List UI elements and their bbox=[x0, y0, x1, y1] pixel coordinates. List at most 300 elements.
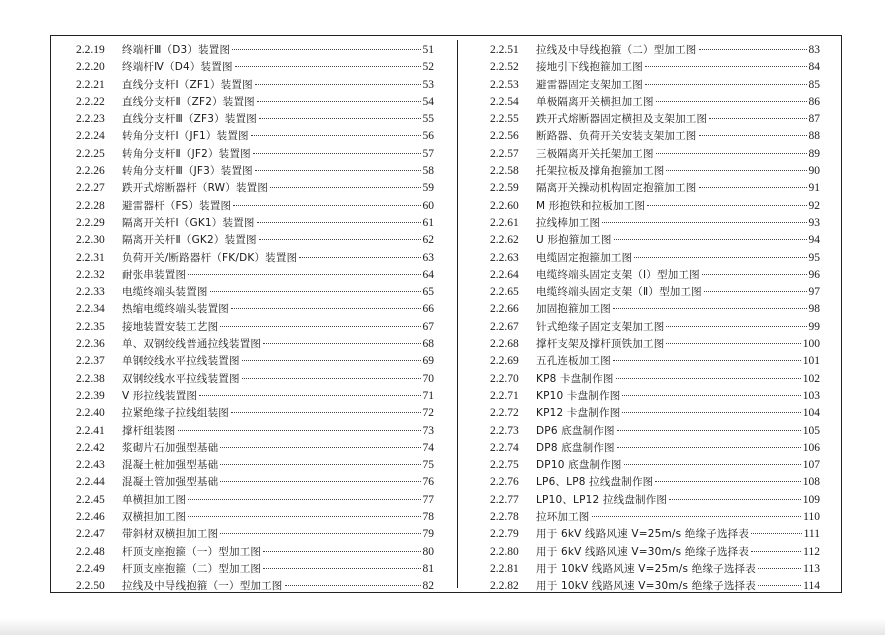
dot-leader bbox=[231, 412, 421, 413]
toc-entry-page-number: 65 bbox=[422, 286, 434, 299]
toc-entry-title: 隔离开关操动机构固定抱箍加工图 bbox=[536, 182, 697, 195]
dot-leader bbox=[263, 343, 420, 344]
toc-entry-number: 2.2.70 bbox=[490, 372, 519, 385]
toc-entry-title: 隔离开关杆Ⅰ（GK1）装置图 bbox=[122, 216, 255, 229]
toc-entry-number: 2.2.50 bbox=[76, 580, 105, 593]
toc-entry-title: 转角分支杆Ⅲ（JF3）装置图 bbox=[122, 165, 253, 178]
toc-entry-page-number: 89 bbox=[808, 147, 820, 160]
toc-entry-title: 负荷开关/断路器杆（FK/DK）装置图 bbox=[122, 251, 298, 264]
toc-entry-title: 直线分支杆Ⅱ（ZF2）装置图 bbox=[122, 95, 255, 108]
dot-leader bbox=[257, 222, 421, 223]
dot-leader bbox=[199, 395, 420, 396]
toc-entry-number: 2.2.39 bbox=[76, 389, 105, 402]
dot-leader bbox=[220, 447, 420, 448]
toc-entry-number: 2.2.75 bbox=[490, 459, 519, 472]
toc-entry[interactable] bbox=[76, 42, 434, 59]
toc-entry-number: 2.2.74 bbox=[490, 441, 519, 454]
toc-entry-page-number: 112 bbox=[803, 545, 820, 558]
toc-entry-page-number: 66 bbox=[422, 303, 434, 316]
toc-entry-page-number: 81 bbox=[422, 562, 434, 575]
toc-entry-page-number: 98 bbox=[808, 303, 820, 316]
toc-entry-page-number: 97 bbox=[808, 286, 820, 299]
toc-entry-title: 用于 6kV 线路风速 V=30m/s 绝缘子选择表 bbox=[536, 545, 750, 558]
toc-entry-page-number: 75 bbox=[422, 459, 434, 472]
dot-leader bbox=[634, 257, 806, 258]
toc-entry-page-number: 101 bbox=[802, 355, 820, 368]
toc-entry[interactable] bbox=[490, 267, 820, 284]
dot-leader bbox=[702, 274, 807, 275]
toc-entry-number: 2.2.20 bbox=[76, 61, 105, 74]
dot-leader bbox=[231, 308, 421, 309]
toc-entry-title: 单横担加工图 bbox=[122, 493, 187, 506]
dot-leader bbox=[251, 135, 421, 136]
dot-leader bbox=[602, 222, 806, 223]
toc-entry-page-number: 100 bbox=[802, 338, 820, 351]
dot-leader bbox=[242, 360, 421, 361]
toc-entry-title: 直线分支杆Ⅲ（ZF3）装置图 bbox=[122, 113, 257, 126]
toc-entry-title: 隔离开关杆Ⅱ（GK2）装置图 bbox=[122, 234, 257, 247]
toc-entry[interactable] bbox=[76, 405, 434, 422]
toc-entry-number: 2.2.38 bbox=[76, 372, 105, 385]
toc-entry-number: 2.2.79 bbox=[490, 528, 519, 541]
toc-entry[interactable] bbox=[490, 284, 820, 301]
dot-leader bbox=[656, 153, 807, 154]
toc-entry-title: KP8 卡盘制作图 bbox=[536, 372, 614, 385]
toc-entry[interactable] bbox=[490, 163, 820, 180]
dot-leader bbox=[220, 533, 420, 534]
toc-entry-number: 2.2.81 bbox=[490, 562, 519, 575]
toc-entry-title: 耐张串装置图 bbox=[122, 268, 187, 281]
toc-entry[interactable] bbox=[76, 284, 434, 301]
toc-entry-title: 单、双钢绞线普通拉线装置图 bbox=[122, 338, 262, 351]
toc-entry-title: KP12 卡盘制作图 bbox=[536, 407, 621, 420]
toc-entry[interactable] bbox=[490, 371, 820, 388]
toc-entry-title: 加固抱箍加工图 bbox=[536, 303, 611, 316]
toc-entry[interactable] bbox=[490, 215, 820, 232]
toc-entry-title: KP10 卡盘制作图 bbox=[536, 389, 621, 402]
dot-leader bbox=[242, 378, 421, 379]
toc-entry-number: 2.2.68 bbox=[490, 338, 519, 351]
toc-entry-page-number: 85 bbox=[808, 78, 820, 91]
dot-leader bbox=[699, 135, 807, 136]
dot-leader bbox=[613, 308, 807, 309]
toc-entry[interactable] bbox=[76, 146, 434, 163]
toc-entry-number: 2.2.33 bbox=[76, 286, 105, 299]
toc-entry-title: 用于 6kV 线路风速 V=25m/s 绝缘子选择表 bbox=[536, 528, 750, 541]
toc-entry-title: 电缆终端头固定支架（Ⅰ）型加工图 bbox=[536, 268, 700, 281]
toc-entry-number: 2.2.37 bbox=[76, 355, 105, 368]
dot-leader bbox=[220, 326, 420, 327]
toc-entry[interactable] bbox=[76, 474, 434, 491]
toc-entry[interactable] bbox=[490, 301, 820, 318]
toc-entry-page-number: 80 bbox=[422, 545, 434, 558]
toc-entry-number: 2.2.42 bbox=[76, 441, 105, 454]
toc-entry-number: 2.2.80 bbox=[490, 545, 519, 558]
toc-entry[interactable] bbox=[490, 77, 820, 94]
toc-entry-page-number: 54 bbox=[422, 95, 434, 108]
toc-entry-title: 热缩电缆终端头装置图 bbox=[122, 303, 229, 316]
toc-entry-title: 拉紧绝缘子拉线组装图 bbox=[122, 407, 229, 420]
toc-entry-page-number: 84 bbox=[808, 61, 820, 74]
dot-leader bbox=[617, 430, 801, 431]
dot-leader bbox=[270, 187, 420, 188]
toc-entry[interactable] bbox=[490, 544, 820, 561]
toc-entry[interactable] bbox=[76, 232, 434, 249]
toc-entry-page-number: 114 bbox=[803, 580, 820, 593]
toc-entry-page-number: 72 bbox=[422, 407, 434, 420]
toc-entry[interactable] bbox=[76, 198, 434, 215]
toc-entry-page-number: 68 bbox=[422, 338, 434, 351]
toc-entry-page-number: 52 bbox=[422, 61, 434, 74]
toc-entry-title: 针式绝缘子固定支架加工图 bbox=[536, 320, 665, 333]
toc-entry-page-number: 70 bbox=[422, 372, 434, 385]
dot-leader bbox=[592, 516, 802, 517]
toc-entry-number: 2.2.45 bbox=[76, 493, 105, 506]
toc-entry-title: 避雷器固定支架加工图 bbox=[536, 78, 643, 91]
toc-entry-title: 双横担加工图 bbox=[122, 511, 187, 524]
toc-entry-number: 2.2.54 bbox=[490, 95, 519, 108]
toc-entry-page-number: 91 bbox=[808, 182, 820, 195]
toc-entry-number: 2.2.36 bbox=[76, 338, 105, 351]
toc-entry-page-number: 74 bbox=[422, 441, 434, 454]
toc-entry[interactable] bbox=[490, 250, 820, 267]
toc-entry-number: 2.2.60 bbox=[490, 199, 519, 212]
toc-entry-title: 电缆固定抱箍加工图 bbox=[536, 251, 633, 264]
toc-entry-title: 撑杆支架及撑杆顶铁加工图 bbox=[536, 338, 665, 351]
dot-leader bbox=[758, 568, 801, 569]
toc-entry-page-number: 107 bbox=[802, 459, 820, 472]
toc-entry-number: 2.2.27 bbox=[76, 182, 105, 195]
dot-leader bbox=[285, 585, 421, 586]
dot-leader bbox=[255, 84, 421, 85]
dot-leader bbox=[188, 274, 420, 275]
toc-entry-page-number: 55 bbox=[422, 113, 434, 126]
toc-entry-page-number: 71 bbox=[422, 389, 434, 402]
toc-entry-page-number: 77 bbox=[422, 493, 434, 506]
toc-entry-page-number: 99 bbox=[808, 320, 820, 333]
toc-entry-number: 2.2.48 bbox=[76, 545, 105, 558]
toc-entry-number: 2.2.26 bbox=[76, 165, 105, 178]
toc-entry-title: 撑杆组装图 bbox=[122, 424, 176, 437]
dot-leader bbox=[259, 239, 421, 240]
toc-entry[interactable] bbox=[76, 59, 434, 76]
toc-entry-number: 2.2.78 bbox=[490, 511, 519, 524]
dot-leader bbox=[666, 170, 806, 171]
toc-entry-title: 断路器、负荷开关安装支架加工图 bbox=[536, 130, 697, 143]
toc-entry-page-number: 64 bbox=[422, 268, 434, 281]
dot-leader bbox=[655, 481, 800, 482]
toc-entry-page-number: 93 bbox=[808, 216, 820, 229]
toc-entry-page-number: 76 bbox=[422, 476, 434, 489]
toc-entry-number: 2.2.65 bbox=[490, 286, 519, 299]
toc-entry-number: 2.2.72 bbox=[490, 407, 519, 420]
toc-entry-title: LP10、LP12 拉线盘制作图 bbox=[536, 493, 668, 506]
toc-entry-number: 2.2.53 bbox=[490, 78, 519, 91]
dot-leader bbox=[709, 118, 806, 119]
toc-entry-title: 终端杆Ⅳ（D4）装置图 bbox=[122, 61, 233, 74]
toc-entry-title: U 形抱箍加工图 bbox=[536, 234, 612, 247]
toc-entry-title: 拉线棒加工图 bbox=[536, 216, 601, 229]
toc-entry[interactable] bbox=[490, 59, 820, 76]
toc-entry-number: 2.2.59 bbox=[490, 182, 519, 195]
dot-leader bbox=[255, 170, 421, 171]
toc-entry-number: 2.2.66 bbox=[490, 303, 519, 316]
toc-entry[interactable] bbox=[76, 180, 434, 197]
dot-leader bbox=[614, 239, 807, 240]
toc-entry-title: 拉线及中导线抱箍（二）型加工图 bbox=[536, 44, 697, 56]
toc-entry-title: 单钢绞线水平拉线装置图 bbox=[122, 355, 240, 368]
toc-entry[interactable] bbox=[490, 111, 820, 128]
toc-entry[interactable] bbox=[490, 561, 820, 578]
dot-leader bbox=[263, 551, 420, 552]
toc-entry[interactable] bbox=[76, 215, 434, 232]
dot-leader bbox=[235, 66, 421, 67]
toc-entry-page-number: 59 bbox=[422, 182, 434, 195]
toc-entry[interactable] bbox=[490, 388, 820, 405]
toc-entry-title: 跌开式熔断器杆（RW）装置图 bbox=[122, 182, 269, 195]
toc-entry-page-number: 73 bbox=[422, 424, 434, 437]
toc-entry[interactable] bbox=[76, 94, 434, 111]
toc-entry[interactable] bbox=[490, 128, 820, 145]
toc-entry-number: 2.2.56 bbox=[490, 130, 519, 143]
toc-entry[interactable] bbox=[76, 526, 434, 543]
toc-entry-number: 2.2.77 bbox=[490, 493, 519, 506]
toc-entry[interactable] bbox=[76, 267, 434, 284]
dot-leader bbox=[751, 551, 801, 552]
toc-entry-number: 2.2.34 bbox=[76, 303, 105, 316]
toc-entry-title: 电缆终端头装置图 bbox=[122, 286, 208, 299]
toc-left-column bbox=[76, 42, 434, 596]
scan-bottom-shadow bbox=[0, 618, 885, 635]
toc-entry[interactable] bbox=[490, 319, 820, 336]
toc-entry-title: 电缆终端头固定支架（Ⅱ）型加工图 bbox=[536, 286, 702, 299]
toc-entry[interactable] bbox=[490, 146, 820, 163]
toc-entry[interactable] bbox=[76, 544, 434, 561]
toc-entry-number: 2.2.71 bbox=[490, 389, 519, 402]
toc-entry-number: 2.2.57 bbox=[490, 147, 519, 160]
toc-entry-title: 混凝土桩加强型基础 bbox=[122, 459, 219, 472]
toc-entry-number: 2.2.61 bbox=[490, 216, 519, 229]
dot-leader bbox=[263, 568, 420, 569]
dot-leader bbox=[616, 378, 801, 379]
toc-entry[interactable] bbox=[490, 198, 820, 215]
toc-entry-page-number: 103 bbox=[802, 389, 820, 402]
toc-entry-page-number: 92 bbox=[808, 199, 820, 212]
toc-entry-number: 2.2.30 bbox=[76, 234, 105, 247]
dot-leader bbox=[704, 291, 807, 292]
toc-entry-number: 2.2.63 bbox=[490, 251, 519, 264]
toc-entry-page-number: 111 bbox=[803, 528, 820, 541]
toc-entry-title: 跌开式熔断器固定横担及支架加工图 bbox=[536, 113, 708, 126]
toc-entry[interactable] bbox=[76, 319, 434, 336]
toc-entry-page-number: 109 bbox=[802, 493, 820, 506]
toc-entry-title: 终端杆Ⅲ（D3）装置图 bbox=[122, 44, 231, 56]
toc-entry-page-number: 57 bbox=[422, 147, 434, 160]
toc-entry[interactable] bbox=[76, 371, 434, 388]
toc-entry-title: 三极隔离开关托架加工图 bbox=[536, 147, 654, 160]
toc-entry-number: 2.2.25 bbox=[76, 147, 105, 160]
toc-entry[interactable] bbox=[490, 526, 820, 543]
toc-entry[interactable] bbox=[76, 77, 434, 94]
dot-leader bbox=[645, 84, 807, 85]
toc-entry-page-number: 78 bbox=[422, 511, 434, 524]
toc-entry-page-number: 58 bbox=[422, 165, 434, 178]
toc-entry-page-number: 94 bbox=[808, 234, 820, 247]
toc-entry[interactable] bbox=[490, 509, 820, 526]
toc-entry[interactable] bbox=[490, 492, 820, 509]
toc-entry-number: 2.2.55 bbox=[490, 113, 519, 126]
toc-entry-title: 用于 10kV 线路风速 V=25m/s 绝缘子选择表 bbox=[536, 562, 756, 575]
toc-entry-title: M 形抱铁和拉板加工图 bbox=[536, 199, 646, 212]
toc-entry[interactable] bbox=[76, 250, 434, 267]
toc-entry[interactable] bbox=[76, 163, 434, 180]
dot-leader bbox=[232, 49, 420, 50]
toc-entry-number: 2.2.43 bbox=[76, 459, 105, 472]
toc-entry[interactable] bbox=[490, 423, 820, 440]
toc-entry-title: 拉线及中导线抱箍（一）型加工图 bbox=[122, 580, 283, 593]
toc-entry-number: 2.2.21 bbox=[76, 78, 105, 91]
toc-entry-title: 混凝土管加强型基础 bbox=[122, 476, 219, 489]
dot-leader bbox=[669, 499, 801, 500]
toc-entry-page-number: 104 bbox=[802, 407, 820, 420]
toc-entry-page-number: 105 bbox=[802, 424, 820, 437]
toc-entry-page-number: 86 bbox=[808, 95, 820, 108]
toc-entry-number: 2.2.69 bbox=[490, 355, 519, 368]
toc-entry[interactable] bbox=[76, 388, 434, 405]
toc-entry-number: 2.2.40 bbox=[76, 407, 105, 420]
dot-leader bbox=[299, 257, 420, 258]
toc-entry[interactable] bbox=[490, 440, 820, 457]
toc-entry-title: 转角分支杆Ⅰ（JF1）装置图 bbox=[122, 130, 249, 143]
toc-entry[interactable] bbox=[76, 423, 434, 440]
toc-entry-title: 接地装置安装工艺图 bbox=[122, 320, 219, 333]
toc-entry-number: 2.2.51 bbox=[490, 44, 519, 56]
toc-right-column bbox=[490, 42, 820, 596]
toc-entry-title: 接地引下线抱箍加工图 bbox=[536, 61, 643, 74]
toc-entry-page-number: 108 bbox=[802, 476, 820, 489]
toc-entry-number: 2.2.62 bbox=[490, 234, 519, 247]
toc-entry-page-number: 113 bbox=[803, 562, 820, 575]
toc-entry[interactable] bbox=[76, 336, 434, 353]
toc-entry-page-number: 102 bbox=[802, 372, 820, 385]
toc-entry[interactable] bbox=[490, 578, 820, 595]
toc-entry-number: 2.2.19 bbox=[76, 44, 105, 56]
toc-entry-page-number: 67 bbox=[422, 320, 434, 333]
toc-entry-page-number: 106 bbox=[802, 441, 820, 454]
toc-entry-title: 双钢绞线水平拉线装置图 bbox=[122, 372, 240, 385]
toc-entry[interactable] bbox=[76, 440, 434, 457]
toc-entry-number: 2.2.23 bbox=[76, 113, 105, 126]
toc-entry-title: 带斜材双横担加工图 bbox=[122, 528, 219, 541]
toc-entry[interactable] bbox=[490, 232, 820, 249]
dot-leader bbox=[617, 447, 801, 448]
toc-entry-page-number: 90 bbox=[808, 165, 820, 178]
toc-entry-page-number: 69 bbox=[422, 355, 434, 368]
toc-entry-page-number: 60 bbox=[422, 199, 434, 212]
dot-leader bbox=[220, 464, 420, 465]
toc-entry[interactable] bbox=[76, 578, 434, 595]
toc-entry-title: 杆顶支座抱箍（一）型加工图 bbox=[122, 545, 262, 558]
dot-leader bbox=[699, 187, 807, 188]
dot-leader bbox=[253, 153, 421, 154]
toc-entry-number: 2.2.35 bbox=[76, 320, 105, 333]
toc-entry-number: 2.2.58 bbox=[490, 165, 519, 178]
toc-entry[interactable] bbox=[76, 492, 434, 509]
toc-entry-number: 2.2.44 bbox=[76, 476, 105, 489]
toc-entry-number: 2.2.73 bbox=[490, 424, 519, 437]
toc-entry-number: 2.2.31 bbox=[76, 251, 105, 264]
toc-entry-number: 2.2.41 bbox=[76, 424, 105, 437]
toc-entry-title: 浆砌片石加强型基础 bbox=[122, 441, 219, 454]
toc-entry[interactable] bbox=[490, 353, 820, 370]
dot-leader bbox=[210, 291, 421, 292]
toc-entry-number: 2.2.82 bbox=[490, 580, 519, 593]
toc-entry-title: DP10 底盘制作图 bbox=[536, 459, 622, 472]
toc-entry-number: 2.2.47 bbox=[76, 528, 105, 541]
toc-entry[interactable] bbox=[490, 94, 820, 111]
dot-leader bbox=[257, 101, 421, 102]
dot-leader bbox=[666, 326, 806, 327]
toc-entry-page-number: 62 bbox=[422, 234, 434, 247]
toc-entry-number: 2.2.32 bbox=[76, 268, 105, 281]
toc-entry[interactable] bbox=[490, 457, 820, 474]
toc-entry-page-number: 79 bbox=[422, 528, 434, 541]
toc-entry[interactable] bbox=[76, 509, 434, 526]
dot-leader bbox=[178, 430, 421, 431]
toc-entry-title: V 形拉线装置图 bbox=[122, 389, 198, 402]
dot-leader bbox=[233, 205, 420, 206]
toc-entry[interactable] bbox=[76, 111, 434, 128]
toc-entry-title: 单极隔离开关横担加工图 bbox=[536, 95, 654, 108]
toc-entry-title: 直线分支杆Ⅰ（ZF1）装置图 bbox=[122, 78, 253, 91]
dot-leader bbox=[624, 464, 801, 465]
toc-entry[interactable] bbox=[490, 405, 820, 422]
toc-entry[interactable] bbox=[76, 301, 434, 318]
dot-leader bbox=[699, 49, 807, 50]
toc-entry-number: 2.2.46 bbox=[76, 511, 105, 524]
toc-entry-title: DP8 底盘制作图 bbox=[536, 441, 615, 454]
toc-entry-title: 托架拉板及撑角抱箍加工图 bbox=[536, 165, 665, 178]
toc-entry-title: 转角分支杆Ⅱ（JF2）装置图 bbox=[122, 147, 251, 160]
dot-leader bbox=[188, 516, 420, 517]
toc-entry-title: DP6 底盘制作图 bbox=[536, 424, 615, 437]
toc-entry[interactable] bbox=[490, 180, 820, 197]
column-divider bbox=[457, 40, 458, 588]
dot-leader bbox=[758, 585, 801, 586]
toc-entry-title: 拉环加工图 bbox=[536, 511, 590, 524]
toc-entry-page-number: 53 bbox=[422, 78, 434, 91]
dot-leader bbox=[613, 360, 801, 361]
toc-entry-page-number: 95 bbox=[808, 251, 820, 264]
toc-entry-number: 2.2.24 bbox=[76, 130, 105, 143]
toc-entry[interactable] bbox=[76, 353, 434, 370]
toc-entry[interactable] bbox=[490, 42, 820, 59]
toc-entry-number: 2.2.22 bbox=[76, 95, 105, 108]
toc-entry-number: 2.2.67 bbox=[490, 320, 519, 333]
dot-leader bbox=[656, 101, 807, 102]
dot-leader bbox=[622, 412, 800, 413]
toc-entry[interactable] bbox=[490, 336, 820, 353]
toc-entry[interactable] bbox=[76, 128, 434, 145]
toc-entry-number: 2.2.49 bbox=[76, 562, 105, 575]
toc-entry-title: LP6、LP8 拉线盘制作图 bbox=[536, 476, 654, 489]
toc-entry[interactable] bbox=[490, 474, 820, 491]
toc-entry-page-number: 63 bbox=[422, 251, 434, 264]
toc-entry[interactable] bbox=[76, 457, 434, 474]
dot-leader bbox=[259, 118, 421, 119]
toc-entry[interactable] bbox=[76, 561, 434, 578]
toc-entry-title: 用于 10kV 线路风速 V=30m/s 绝缘子选择表 bbox=[536, 580, 756, 593]
